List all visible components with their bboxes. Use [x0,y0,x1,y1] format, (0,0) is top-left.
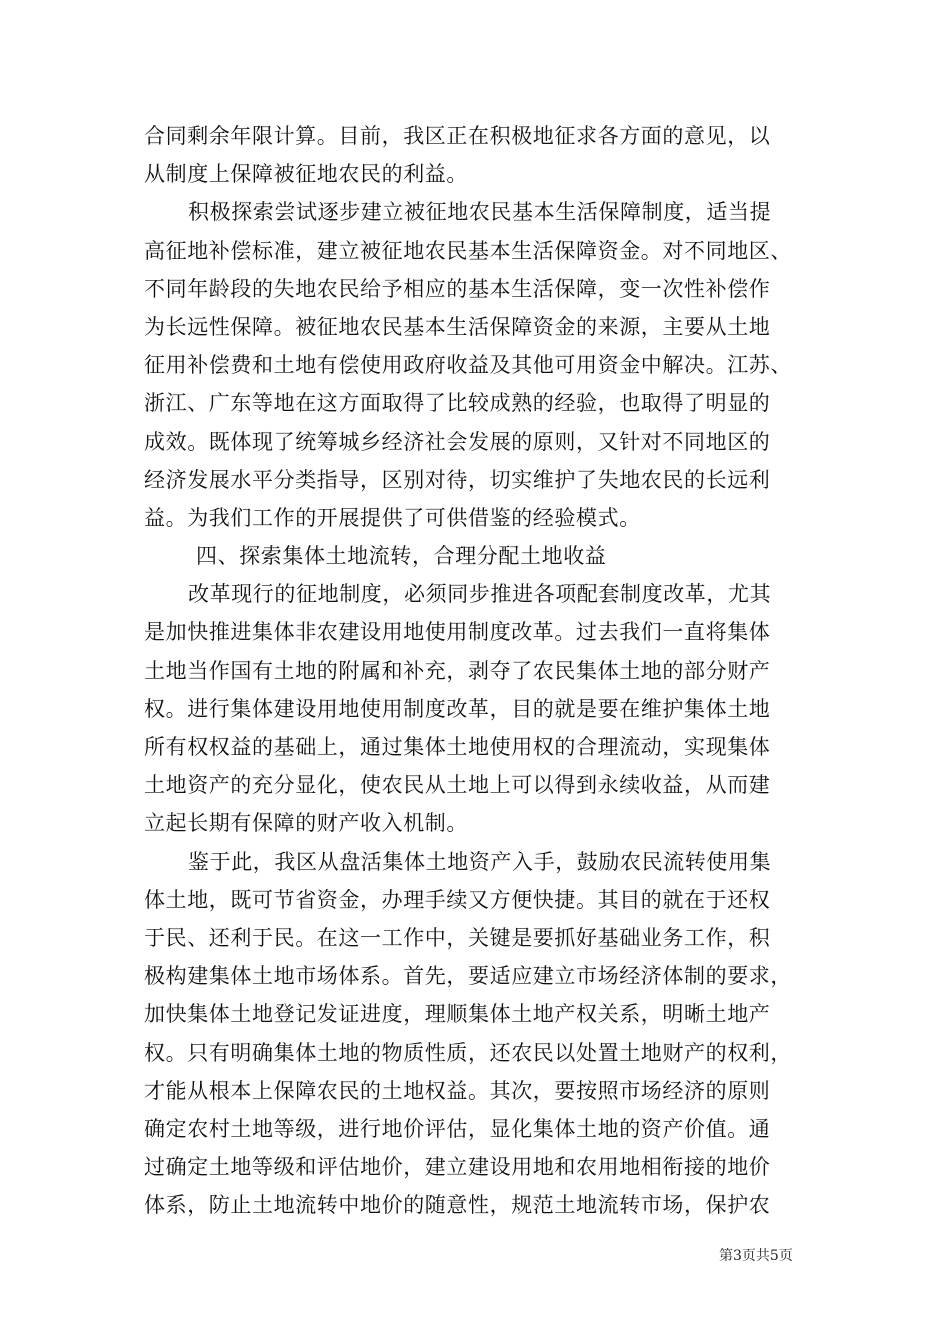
text-line: 过确定土地等级和评估地价，建立建设用地和农用地相衔接的地价 [144,1155,771,1180]
text-line: 于民、还利于民。在这一工作中，关键是要抓好基础业务工作，积 [144,925,771,950]
paragraph-start-line: 改革现行的征地制度，必须同步推进各项配套制度改革，尤其 [188,582,772,607]
text-line: 土地资产的充分显化，使农民从土地上可以得到永续收益，从而建 [144,773,771,798]
text-line: 不同年龄段的失地农民给予相应的基本生活保障，变一次性补偿作 [144,276,771,301]
page-number-footer: 第3页共5页 [719,1248,793,1264]
text-line: 权。进行集体建设用地使用制度改革，目的就是要在维护集体土地 [144,696,771,721]
text-line: 合同剩余年限计算。目前，我区正在积极地征求各方面的意见，以 [144,124,771,148]
text-line: 极构建集体土地市场体系。首先，要适应建立市场经济体制的要求， [144,964,792,989]
text-line: 是加快推进集体非农建设用地使用制度改革。过去我们一直将集体 [144,620,771,645]
text-line: 确定农村土地等级，进行地价评估，显化集体土地的资产价值。通 [144,1116,771,1141]
text-line: 体系，防止土地流转中地价的随意性，规范土地流转市场，保护农 [144,1193,771,1218]
paragraph-start-line: 鉴于此，我区从盘活集体土地资产入手，鼓励农民流转使用集 [188,849,772,874]
paragraph-start-line: 积极探索尝试逐步建立被征地农民基本生活保障制度，适当提 [188,200,772,225]
text-line: 浙江、广东等地在这方面取得了比较成熟的经验，也取得了明显的 [144,391,771,416]
text-line: 经济发展水平分类指导，区别对待，切实维护了失地农民的长远利 [144,467,771,492]
text-line: 才能从根本上保障农民的土地权益。其次，要按照市场经济的原则 [144,1078,771,1103]
text-line: 高征地补偿标准，建立被征地农民基本生活保障资金。对不同地区、 [144,238,792,263]
text-line: 立起长期有保障的财产收入机制。 [144,811,468,836]
body-text [144,117,824,1224]
text-line: 所有权权益的基础上，通过集体土地使用权的合理流动，实现集体 [144,735,771,759]
text-line: 征用补偿费和土地有偿使用政府收益及其他可用资金中解决。江苏、 [144,353,792,378]
text-line: 从制度上保障被征地农民的利益。 [144,162,468,187]
text-line: 成效。既体现了统筹城乡经济社会发展的原则，又针对不同地区的 [144,429,771,454]
text-line: 权。只有明确集体土地的物质性质，还农民以处置土地财产的权利， [144,1040,792,1065]
text-line: 加快集体土地登记发证进度，理顺集体土地产权关系，明晰土地产 [144,1002,771,1027]
section-heading: 四、探索集体土地流转，合理分配土地收益 [196,544,607,569]
text-line: 土地当作国有土地的附属和补充，剥夺了农民集体土地的部分财产 [144,658,771,683]
text-line: 体土地，既可节省资金，办理手续又方便快捷。其目的就在于还权 [144,887,771,912]
text-line: 益。为我们工作的开展提供了可供借鉴的经验模式。 [144,505,641,530]
text-line: 为长远性保障。被征地农民基本生活保障资金的来源，主要从土地 [144,314,771,339]
